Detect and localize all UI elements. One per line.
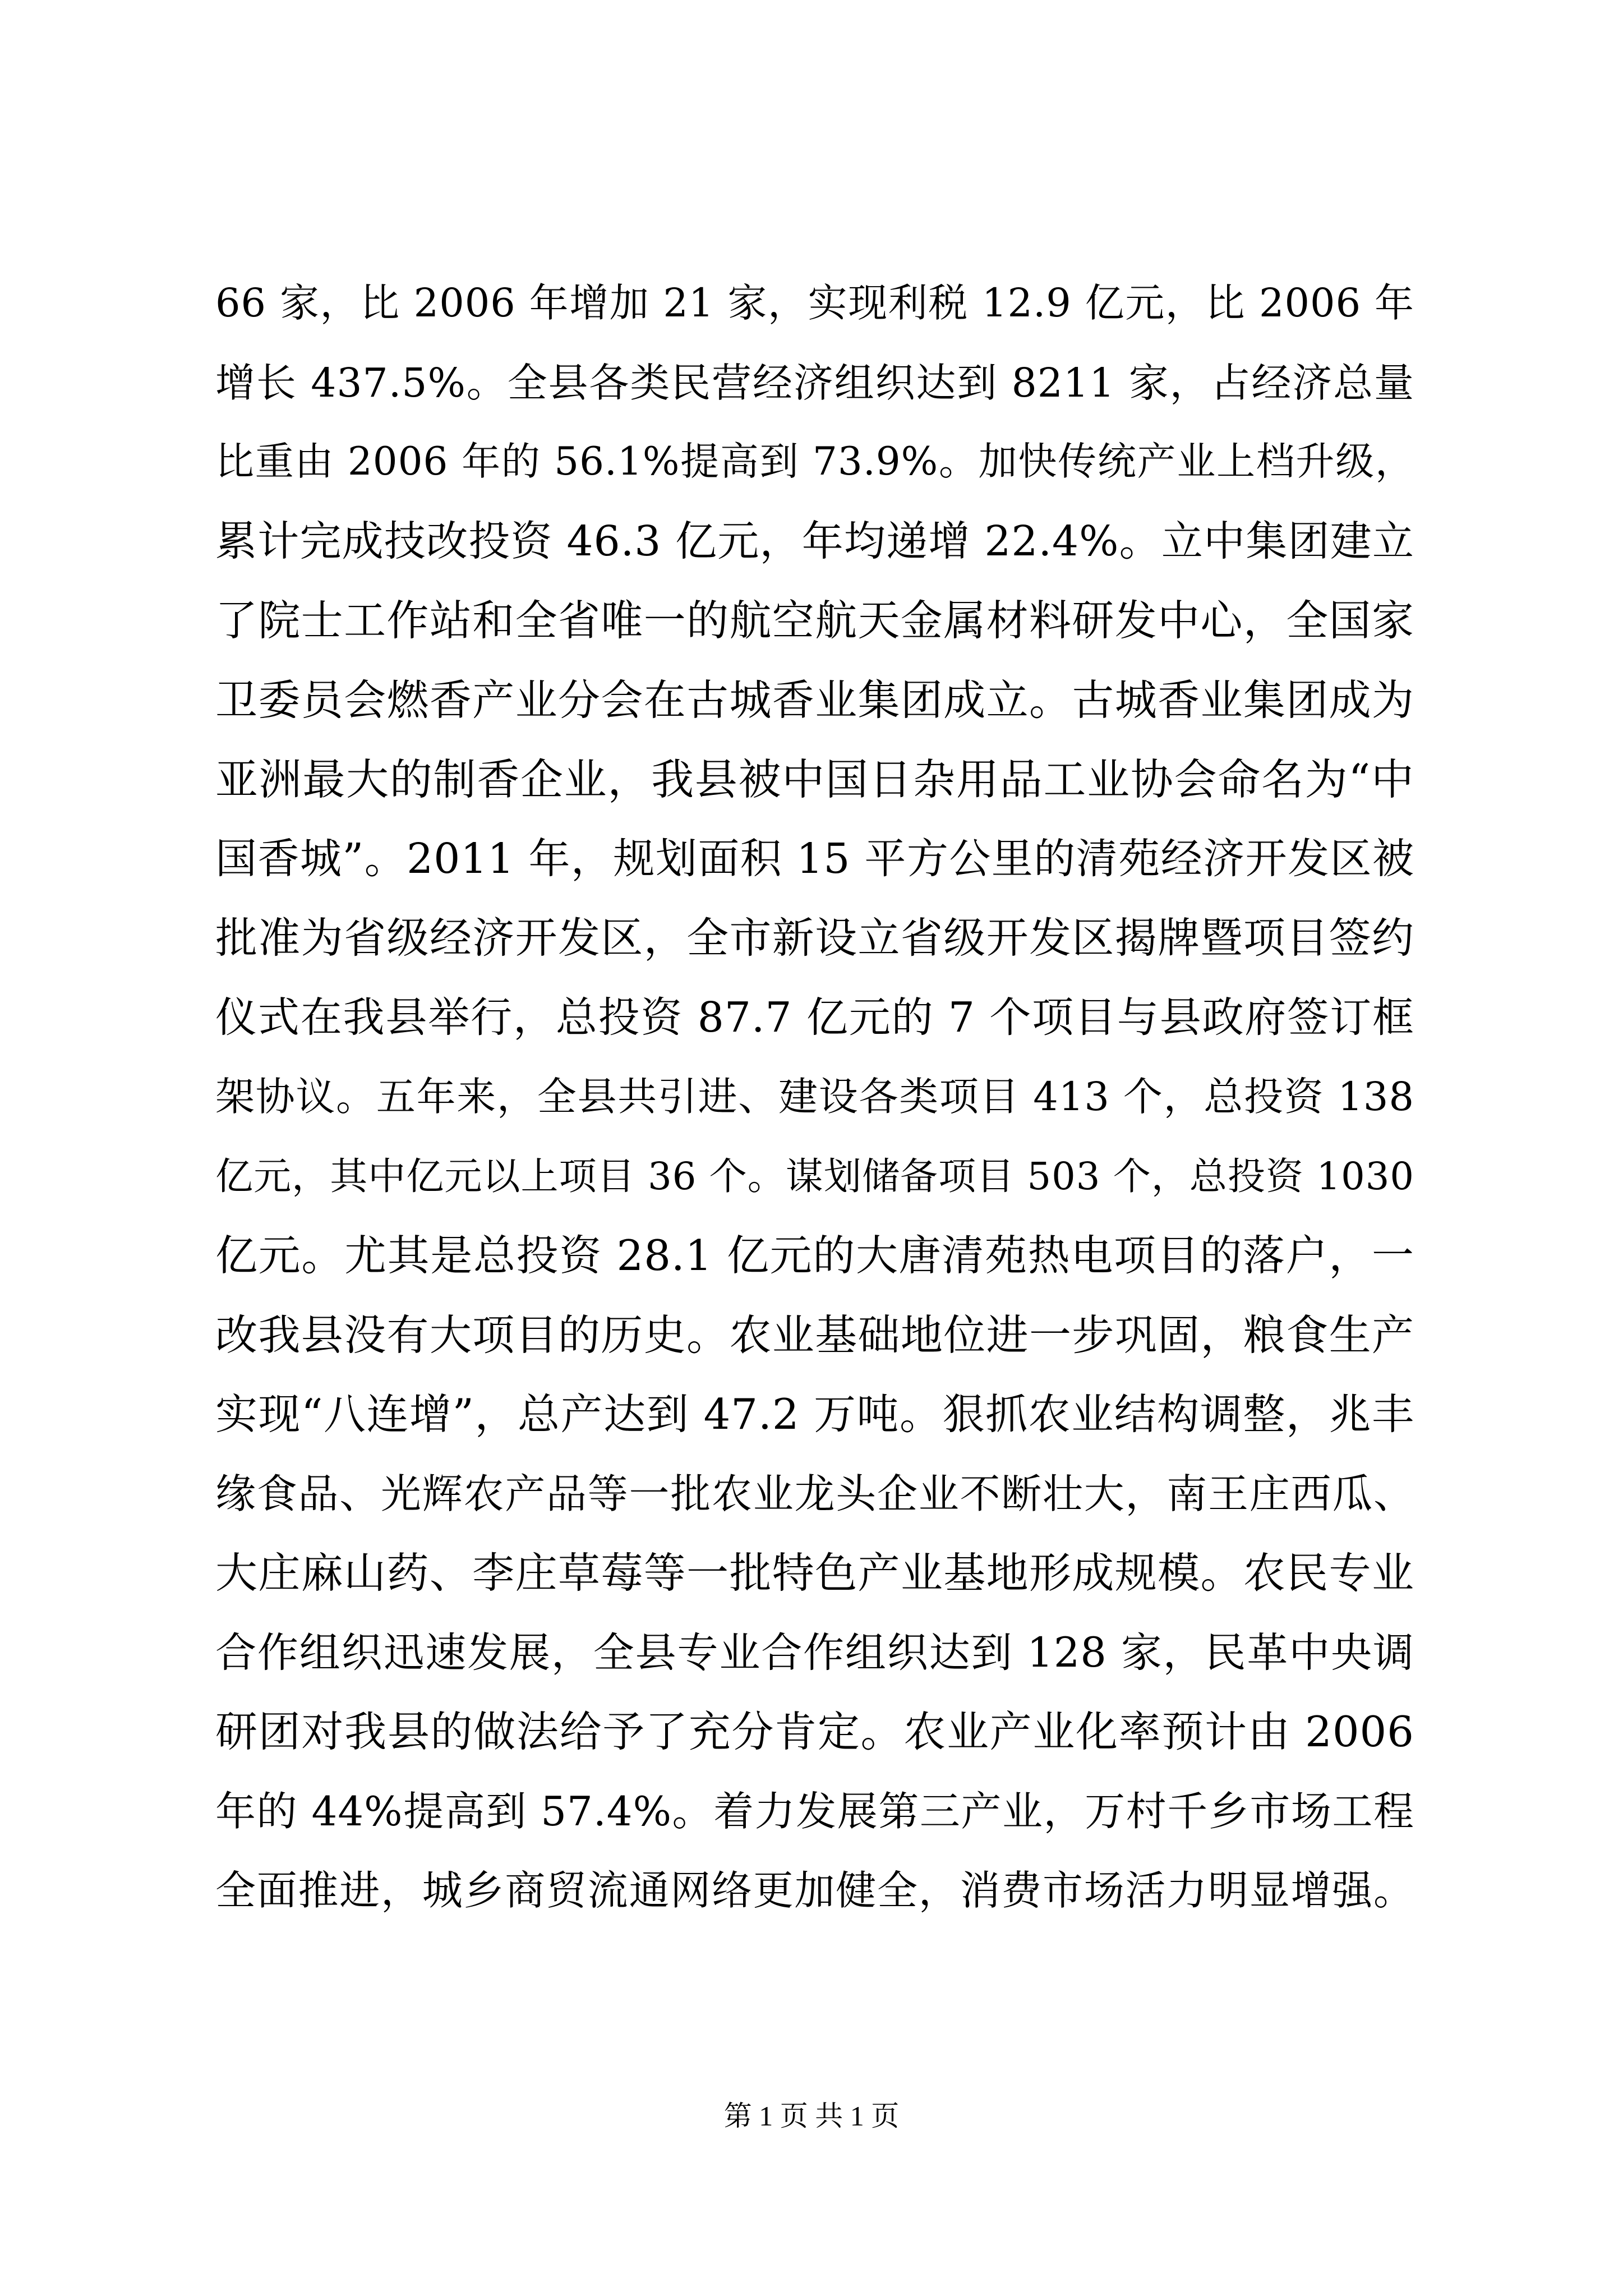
text-line: 增长 437.5%。全县各类民营经济组织达到 8211 家，占经济总量	[215, 359, 1414, 406]
text-line: 卫委员会燃香产业分会在古城香业集团成立。古城香业集团成为	[215, 675, 1414, 725]
text-line: 改我县没有大项目的历史。农业基础地位进一步巩固，粮食生产	[215, 1310, 1414, 1360]
text-line: 累计完成技改投资 46.3 亿元，年均递增 22.4%。立中集团建立	[215, 517, 1414, 565]
text-line: 了院士工作站和全省唯一的航空航天金属材料研发中心，全国家	[215, 596, 1414, 645]
text-line: 合作组织迅速发展，全县专业合作组织达到 128 家，民革中央调	[215, 1628, 1414, 1677]
text-line: 大庄麻山药、李庄草莓等一批特色产业基地形成规模。农民专业	[215, 1548, 1414, 1598]
text-line: 全面推进，城乡商贸流通网络更加健全，消费市场活力明显增强。	[215, 1867, 1414, 1914]
text-line: 批准为省级经济开发区，全市新设立省级开发区揭牌暨项目签约	[215, 913, 1414, 963]
text-line: 研团对我县的做法给予了充分肯定。农业产业化率预计由 2006	[215, 1707, 1414, 1756]
text-line: 比重由 2006 年的 56.1%提高到 73.9%。加快传统产业上档升级，	[215, 439, 1414, 484]
body-paragraph	[215, 264, 1414, 1931]
text-line: 亿元，其中亿元以上项目 36 个。谋划储备项目 503 个，总投资 1030	[215, 1154, 1414, 1198]
text-line: 缘食品、光辉农产品等一批农业龙头企业不断壮大，南王庄西瓜、	[215, 1470, 1414, 1517]
text-line: 年的 44%提高到 57.4%。着力发展第三产业，万村千乡市场工程	[215, 1787, 1414, 1835]
text-line: 架协议。五年来，全县共引进、建设各类项目 413 个，总投资 138	[215, 1074, 1414, 1120]
text-line: 亿元。尤其是总投资 28.1 亿元的大唐清苑热电项目的落户，一	[215, 1231, 1414, 1280]
text-line: 国香城”。2011 年，规划面积 15 平方公里的清苑经济开发区被	[215, 834, 1414, 883]
text-line: 亚洲最大的制香企业，我县被中国日杂用品工业协会命名为“中	[215, 754, 1414, 804]
text-line: 66 家，比 2006 年增加 21 家，实现利税 12.9 亿元，比 2006 年	[215, 280, 1414, 326]
text-line: 实现“八连增”，总产达到 47.2 万吨。狠抓农业结构调整，兆丰	[215, 1389, 1414, 1439]
text-line: 仪式在我县举行，总投资 87.7 亿元的 7 个项目与县政府签订框	[215, 993, 1414, 1042]
page-footer: 第 1 页 共 1 页	[723, 2100, 900, 2132]
